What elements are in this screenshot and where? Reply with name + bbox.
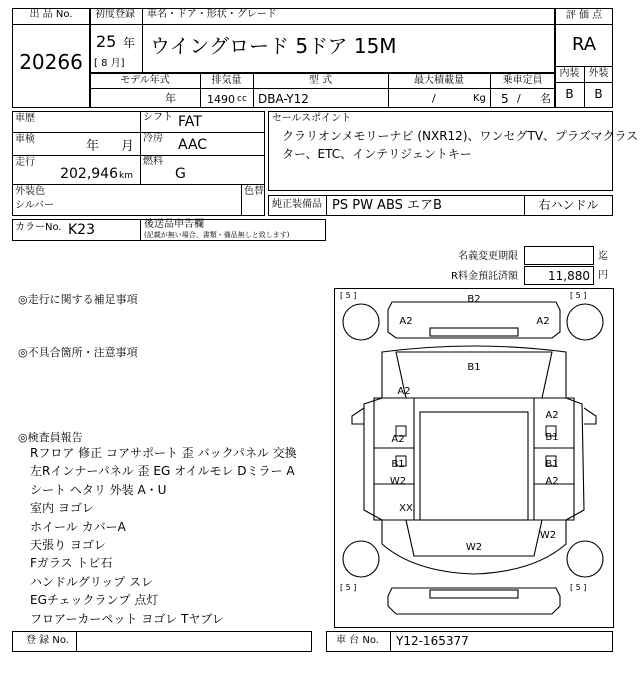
inspection-label: 車検 <box>15 134 35 145</box>
ac-value: AAC <box>178 137 208 153</box>
report-line: Rフロア 修正 コアサポート 歪 バックパネル 交換 <box>30 446 297 460</box>
rating-label: 評 価 点 <box>565 10 603 21</box>
inspection-year-unit: 年 <box>86 139 100 154</box>
report-line: ハンドルグリップ スレ <box>30 574 154 589</box>
exterior-color-label: 外装色 <box>15 186 45 197</box>
color-number: K23 <box>68 222 95 238</box>
report-line: 左Rインナーパネル 歪 EG オイルモレ Dミラー A <box>30 464 295 479</box>
model-code: DBA-Y12 <box>258 92 309 106</box>
shift-value: FAT <box>178 114 202 130</box>
ac-label: 冷房 <box>143 133 163 144</box>
exterior-label: 外装 <box>588 68 609 79</box>
equipment-label: 純正装備品 <box>272 199 322 210</box>
mark-right-rear-door: B1 <box>545 432 559 443</box>
mark-right-rear-quarter: A2 <box>545 410 559 421</box>
car-damage-diagram <box>334 288 614 628</box>
inspection-month-unit: 月 <box>121 139 135 154</box>
tire-top-left <box>343 304 379 340</box>
defects-notes-label: ◎不具合箇所・注意事項 <box>18 346 138 359</box>
interior-label: 内装 <box>559 68 580 79</box>
diagram-frame <box>335 289 614 628</box>
displacement-value: 1490 <box>207 93 235 106</box>
mark-rear-bumper: B2 <box>467 294 481 305</box>
mark-right-front-door-2: A2 <box>545 476 559 487</box>
color-number-label: カラーNo. <box>15 222 62 233</box>
tire-label-top-left: [ 5 ] <box>340 291 357 300</box>
equipment-value: PS PW ABS エアB <box>332 198 442 213</box>
rating-value: RA <box>571 34 597 55</box>
mileage-unit: km <box>119 171 133 181</box>
tire-bottom-right <box>567 541 603 577</box>
documents-note: (記載が無い場合、書類・備品無しと致します) <box>144 231 290 239</box>
model-year-label: モデル年式 <box>120 75 170 86</box>
sales-points-line-1: クラリオンメモリーナビ (NXR12)、ワンセグTV、プラズマクラス <box>282 129 639 143</box>
name-change-deadline-value <box>524 246 594 265</box>
recycle-fee-value: 11,880 <box>548 269 590 283</box>
first-registration-label: 初度登録 <box>95 9 135 20</box>
tire-label-bottom-left: [ 5 ] <box>340 583 357 592</box>
mileage-value: 202,946 <box>60 166 118 182</box>
chassis-number-label: 車 台 No. <box>336 635 379 646</box>
sales-points-label: セールスポイント <box>272 113 352 124</box>
mark-rear-right: A2 <box>536 316 550 327</box>
name-change-deadline-label: 名義変更期限 <box>458 251 518 262</box>
model-code-label: 型 式 <box>308 75 333 86</box>
fuel-value: G <box>175 166 186 182</box>
registration-year: 25 <box>96 32 117 51</box>
max-load-label: 最大積載量 <box>414 75 464 86</box>
rear-bumper-outline <box>388 302 560 338</box>
mark-rear-left: A2 <box>399 316 413 327</box>
report-line: 室内 ヨゴレ <box>30 501 94 516</box>
mark-trunk: B1 <box>467 362 481 373</box>
capacity-label: 乗車定員 <box>502 75 543 86</box>
capacity-value: 5 <box>501 92 509 106</box>
registration-month: [ 8 月] <box>94 58 125 69</box>
report-line: 天張り ヨゴレ <box>30 538 106 552</box>
mark-right-front-door: B1 <box>545 459 559 470</box>
mark-right-front-fender: W2 <box>539 530 557 541</box>
mark-left-front-door-2: W2 <box>389 476 407 487</box>
history-label: 車歴 <box>15 113 35 124</box>
name-change-deadline-unit: 迄 <box>598 251 608 262</box>
tire-bottom-left <box>343 541 379 577</box>
interior-grade: B <box>565 87 574 101</box>
fuel-label: 燃料 <box>143 156 163 167</box>
capacity-slash: / <box>517 92 521 105</box>
displacement-unit: cc <box>237 94 247 104</box>
shift-label: シフト <box>143 112 173 123</box>
front-bumper-outline <box>388 588 560 614</box>
sales-points-line-2: ター、ETC、インテリジェントキー <box>282 147 472 161</box>
tire-label-bottom-right: [ 5 ] <box>570 583 587 592</box>
mark-left-front-door: B1 <box>391 459 405 470</box>
mark-left-rear-door: A2 <box>391 434 405 445</box>
report-line: フロアーカーペット ヨゴレ Tヤブレ <box>30 611 224 626</box>
capacity-unit: 名 <box>540 92 551 105</box>
exterior-grade: B <box>594 87 603 101</box>
report-line: EGチェックランプ 点灯 <box>30 593 159 608</box>
registration-number-label: 登 録 No. <box>26 635 69 646</box>
documents-label: 後送品申告欄 <box>144 219 204 230</box>
car-name: ウイングロード 5ドア 15M <box>150 34 397 58</box>
driving-notes-label: ◎走行に関する補足事項 <box>18 293 138 306</box>
report-line: Fガラス トビ石 <box>30 556 113 571</box>
mark-left-front-fender: XX <box>399 503 413 514</box>
lot-number: 20266 <box>19 50 83 74</box>
recycle-fee-unit: 円 <box>598 270 608 281</box>
inspector-report-label: ◎検査員報告 <box>18 431 83 444</box>
mark-left-rear-quarter: A2 <box>397 386 411 397</box>
mileage-label: 走行 <box>15 157 35 168</box>
color-change-label: 色替 <box>244 186 264 197</box>
lot-number-label: 出 品 No. <box>29 9 73 20</box>
tire-top-right <box>567 304 603 340</box>
displacement-label: 排気量 <box>211 75 242 86</box>
exterior-color: シルバー <box>15 200 55 211</box>
recycle-fee-label: R料金預託済額 <box>451 271 518 282</box>
steering-value: 右ハンドル <box>538 198 599 212</box>
car-info-label: 車名・ドア・形状・グレード <box>147 9 277 20</box>
report-line: ホイール カバーA <box>30 519 126 534</box>
mark-hood: W2 <box>465 542 483 553</box>
chassis-number: Y12-165377 <box>396 634 469 648</box>
report-line: シート ヘタリ 外装 A・U <box>30 482 167 497</box>
model-year-unit: 年 <box>165 92 176 105</box>
registration-year-unit: 年 <box>123 36 136 50</box>
max-load-slash: / <box>432 92 436 105</box>
max-load-unit: Kg <box>473 93 486 104</box>
tire-label-top-right: [ 5 ] <box>570 291 587 300</box>
